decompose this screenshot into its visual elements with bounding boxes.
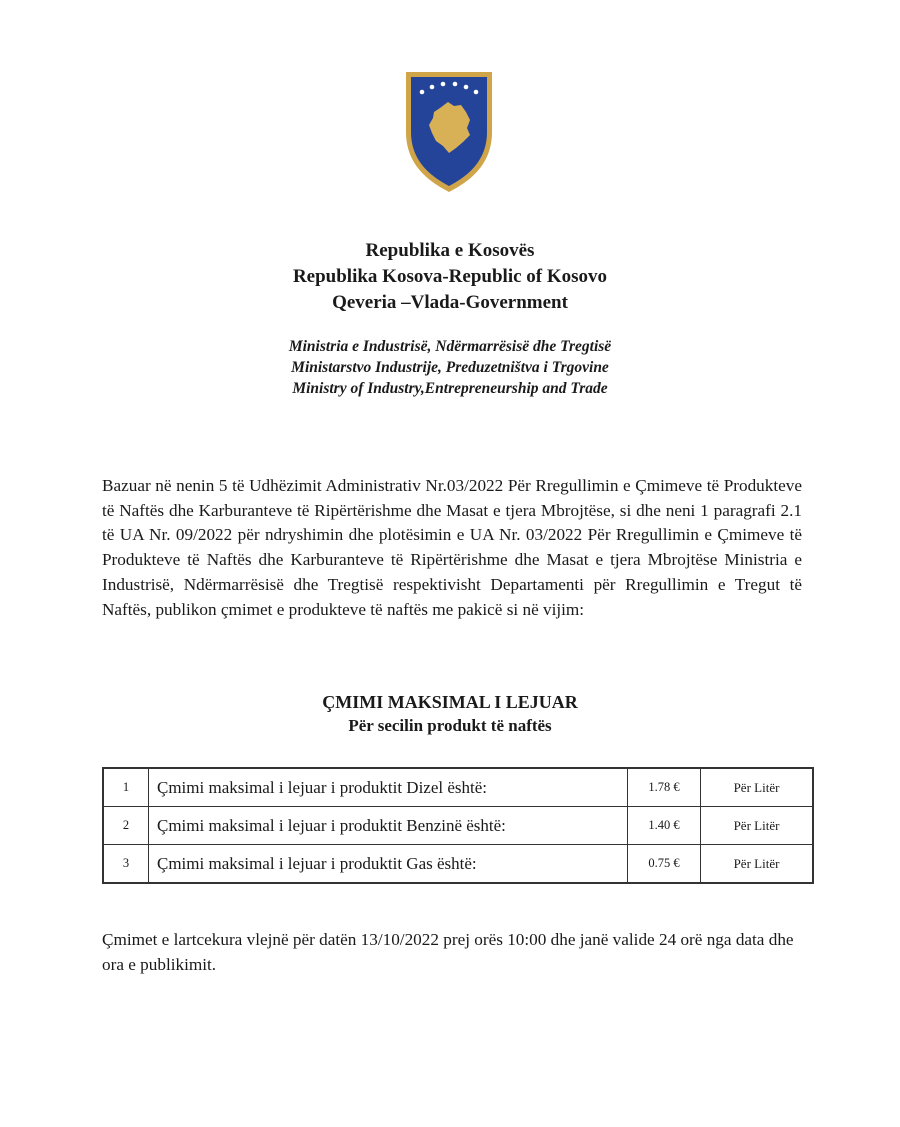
ministry-line-albanian: Ministria e Industrisë, Ndërmarrësisë dhe Tregtisë — [288, 338, 612, 355]
product-price: 1.78 € — [628, 768, 701, 807]
ministry-header — [0, 336, 900, 399]
intro-paragraph: Bazuar në nenin 5 të Udhëzimit Administrativ Nr.03/2022 Për Rregullimin e Çmimeve të Produkteve të Naftës dhe Karburanteve të Ripërtërishme dhe Masat e tjera Mbrojtëse, si dhe neni 1 paragrafi 2.1 të UA Nr. 09/2022 për ndryshimin dhe plotësimin e UA Nr. 03/2022 Për Rregullimin e Çmimeve të Produkteve të Naftës dhe Karburanteve të Ripërtërishme dhe Masat e tjera Mbrojtëse Ministria e Industrisë, Ndërmarrësisë dhe Tregtisë respektivisht Departamenti për Rregullimin e Tregut të Naftës, publikon çmimet e produkteve të naftës me pakicë si në vijim: — [102, 476, 802, 619]
product-description: Çmimi maksimal i lejuar i produktit Gas është: — [149, 845, 628, 884]
price-unit: Për Litër — [701, 845, 814, 884]
row-number: 1 — [103, 768, 149, 807]
product-description: Çmimi maksimal i lejuar i produktit Dizel është: — [149, 768, 628, 807]
table-row — [103, 768, 813, 807]
row-number: 3 — [103, 845, 149, 884]
price-unit: Për Litër — [701, 807, 814, 845]
header-line-republic-albanian: Republika e Kosovës — [365, 240, 535, 261]
ministry-line-english: Ministry of Industry,Entrepreneurship and Trade — [292, 380, 608, 397]
price-unit: Për Litër — [701, 768, 814, 807]
product-price: 0.75 € — [628, 845, 701, 884]
price-subtitle: Për secilin produkt të naftës — [348, 716, 552, 735]
header-line-republic-multilingual: Republika Kosova-Republic of Kosovo — [292, 266, 608, 287]
product-description: Çmimi maksimal i lejuar i produktit Benzinë është: — [149, 807, 628, 845]
table-row — [103, 807, 813, 845]
ministry-line-serbian: Ministarstvo Industrije, Preduzetništva i Trgovine — [291, 359, 609, 376]
product-price: 1.40 € — [628, 807, 701, 845]
price-title: ÇMIMI MAKSIMAL I LEJUAR — [322, 692, 578, 712]
price-title-block — [0, 690, 900, 738]
validity-note: Çmimet e lartcekura vlejnë për datën 13/10/2022 prej orës 10:00 dhe janë valide 24 orë nga data dhe ora e publikimit. — [102, 930, 794, 974]
row-number: 2 — [103, 807, 149, 845]
table-row — [103, 845, 813, 884]
kosovo-coat-of-arms-icon — [404, 68, 494, 194]
price-table — [102, 767, 814, 884]
government-header — [0, 238, 900, 316]
header-line-government: Qeveria –Vlada-Government — [332, 292, 568, 313]
